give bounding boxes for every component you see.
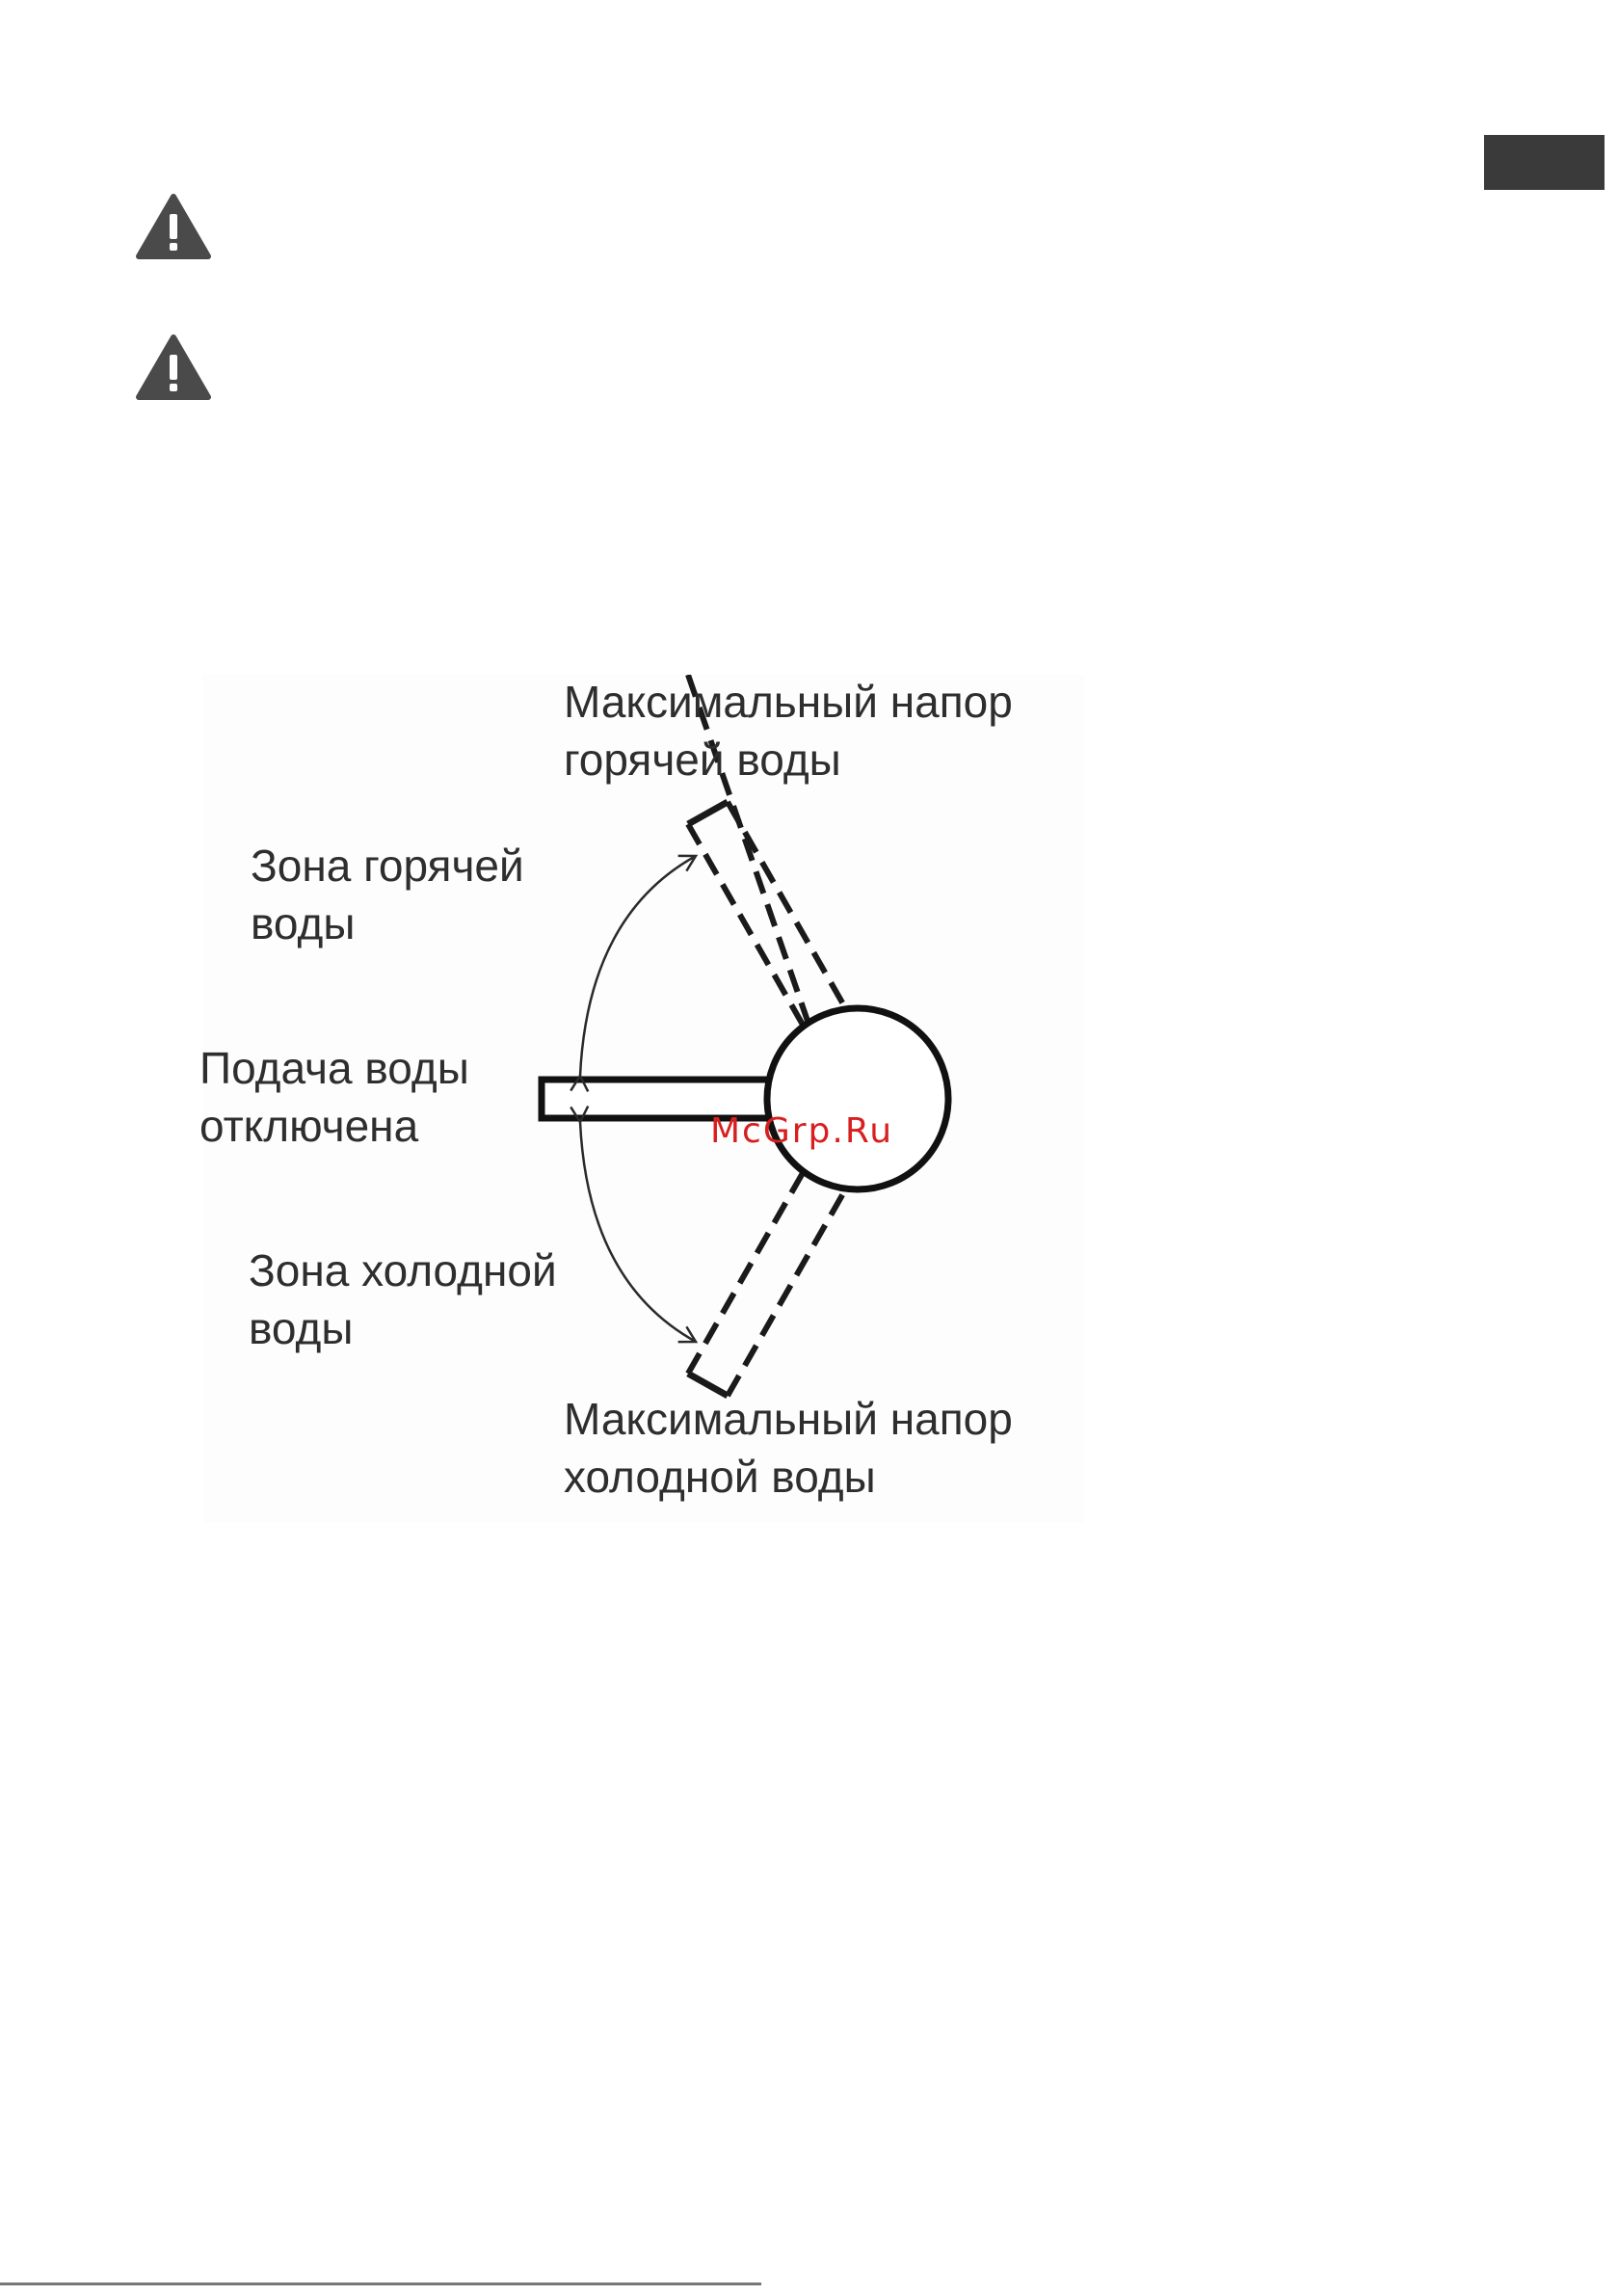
hot-zone-label-line2: воды xyxy=(251,898,356,948)
max-hot-label-line1: Максимальный напор xyxy=(564,677,1013,727)
cold-zone-arrow xyxy=(580,1122,696,1342)
mixer-lever-diagram xyxy=(199,675,1084,1523)
warning-triangle-icon xyxy=(135,334,212,401)
water-off-label-line1: Подача воды xyxy=(199,1043,469,1093)
warning-triangle-icon xyxy=(135,193,212,260)
hot-zone-arrow xyxy=(580,856,696,1076)
max-cold-label-line2: холодной воды xyxy=(564,1452,876,1502)
hot-zone-label-line1: Зона горячей xyxy=(251,841,524,891)
mixer-body-circle xyxy=(767,1008,948,1189)
max-hot-label-line2: горячей воды xyxy=(564,734,841,785)
watermark-text: McGrp.Ru xyxy=(710,1111,894,1151)
cold-zone-label-line2: воды xyxy=(249,1303,354,1353)
cold-zone-label-line1: Зона холодной xyxy=(249,1245,557,1295)
water-off-label-line2: отключена xyxy=(199,1101,419,1151)
language-tab xyxy=(1484,135,1605,190)
footer-rule xyxy=(0,2283,761,2285)
max-cold-label-line1: Максимальный напор xyxy=(564,1394,1013,1444)
